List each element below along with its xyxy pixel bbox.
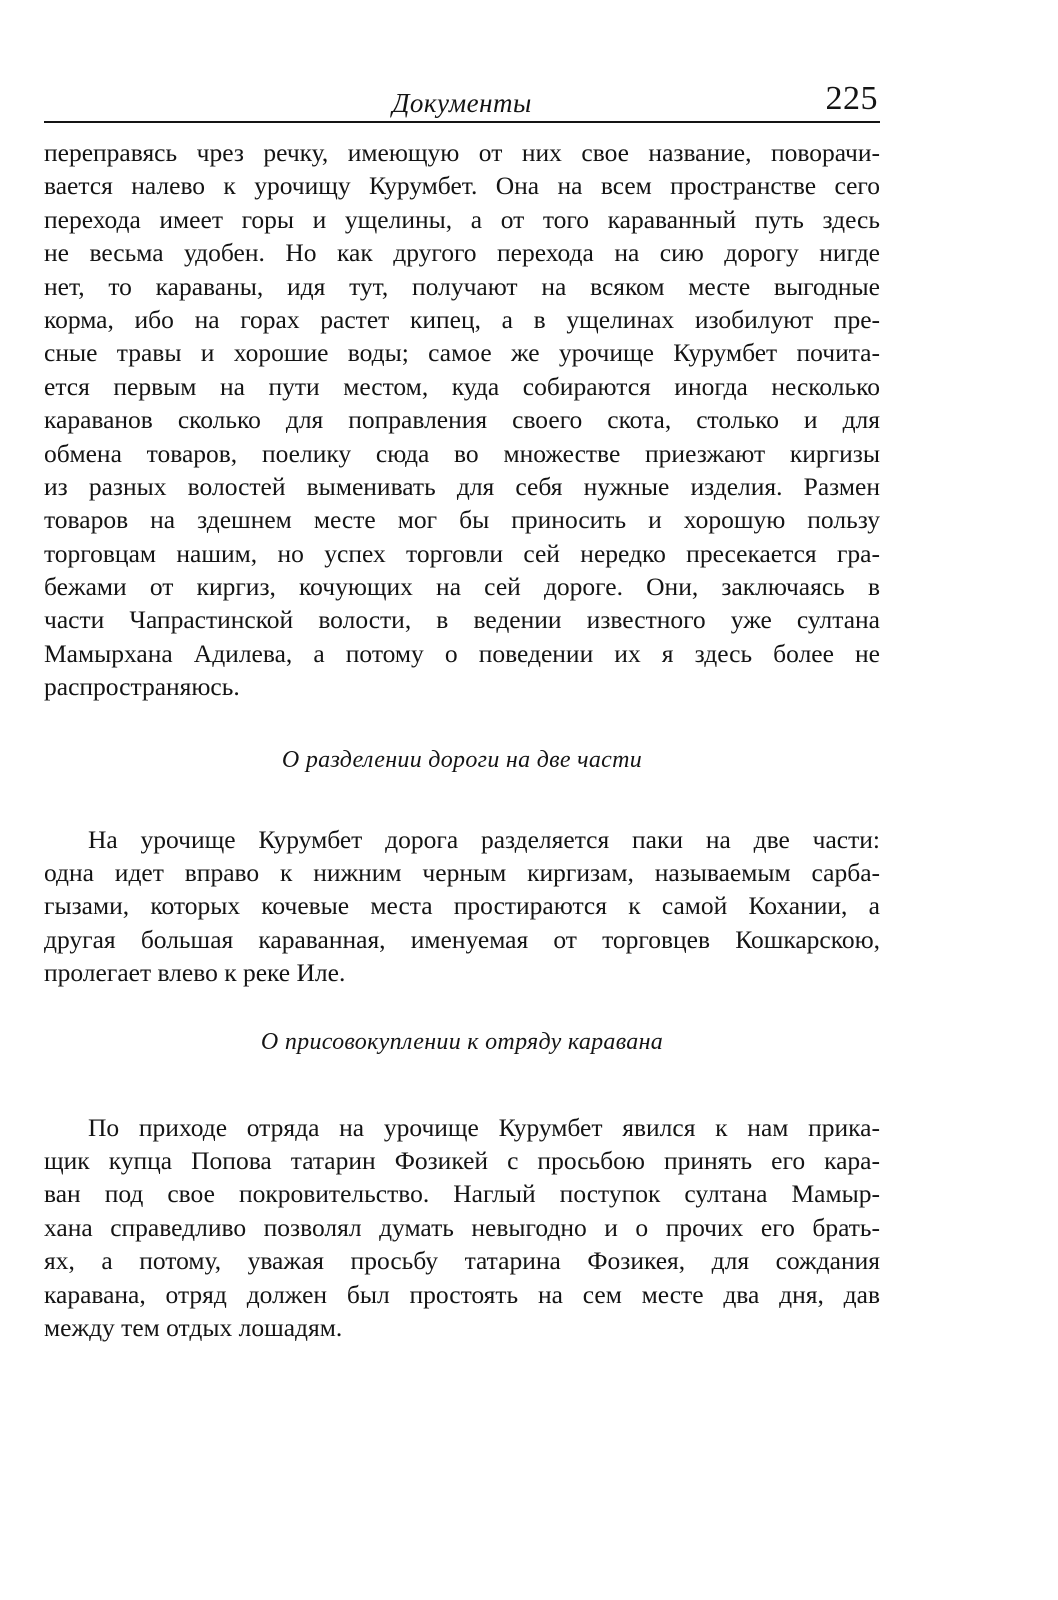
- body-text: [44, 136, 880, 1344]
- text-line: пролегает влево к реке Иле.: [44, 958, 346, 988]
- text-line: ван под свое покровительство. Наглый поступок султана Мамыр-: [44, 1179, 880, 1209]
- text-line: гызами, которых кочевые места простираются к самой Кохании, а: [44, 891, 880, 921]
- text-line: нет, то караваны, идя тут, получают на всяком месте выгодные: [44, 271, 880, 301]
- text-line: торговцам нашим, но успех торговли сей нередко пресекается гра-: [44, 538, 880, 568]
- page-number: 225: [825, 80, 878, 117]
- text-line: караванов сколько для поправления своего скота, столько и для: [44, 405, 880, 435]
- header-rule: [44, 121, 880, 123]
- text-line: вается налево к урочищу Курумбет. Она на всем пространстве сего: [44, 171, 880, 201]
- text-line: Мамырхана Адилева, а потому о поведении их я здесь более не: [44, 638, 880, 668]
- text-line: товаров на здешнем месте мог бы приносить и хорошую пользу: [44, 505, 880, 535]
- text-line: По приходе отряда на урочище Курумбет явился к нам прика-: [88, 1112, 880, 1142]
- running-header: [44, 80, 880, 124]
- text-line: хана справедливо позволял думать невыгодно и о прочих его брать-: [44, 1212, 880, 1242]
- text-line: перехода имеет горы и ущелины, а от того караванный путь здесь: [44, 204, 880, 234]
- running-header-title: Документы: [392, 88, 532, 118]
- text-line: сные травы и хорошие воды; самое же урочище Курумбет почита-: [44, 338, 880, 368]
- text-line: бежами от киргиз, кочующих на сей дороге. Они, заключаясь в: [44, 572, 880, 602]
- text-line: ется первым на пути местом, куда собираются иногда несколько: [44, 371, 880, 401]
- text-line: из разных волостей выменивать для себя нужные изделия. Размен: [44, 471, 880, 501]
- section-heading: О присовокуплении к отряду каравана: [260, 1028, 664, 1055]
- text-line: каравана, отряд должен был простоять на сем месте два дня, дав: [44, 1279, 880, 1309]
- text-line: ях, а потому, уважая просьбу татарина Фозикея, для сождания: [44, 1246, 880, 1276]
- text-line: корма, ибо на горах растет кипец, а в ущелинах изобилуют пре-: [44, 304, 880, 334]
- paragraph-1: [44, 136, 880, 704]
- text-line: На урочище Курумбет дорога разделяется паки на две части:: [88, 824, 880, 854]
- text-line: не весьма удобен. Но как другого перехода на сию дорогу нигде: [44, 238, 880, 268]
- text-line: части Чапрастинской волости, в ведении известного уже султана: [44, 605, 880, 635]
- text-line: одна идет вправо к нижним черным киргизам, называемым сарба-: [44, 858, 880, 888]
- section-heading: О разделении дороги на две части: [281, 746, 643, 773]
- text-line: переправясь чрез речку, имеющую от них свое название, поворачи-: [44, 138, 880, 167]
- text-line: распространяюсь.: [44, 672, 240, 702]
- text-line: щик купца Попова татарин Фозикей с просьбою принять его кара-: [44, 1145, 880, 1175]
- text-line: другая большая караванная, именуемая от торговцев Кошкарскою,: [44, 924, 880, 954]
- paragraph-2: [44, 823, 880, 990]
- book-page: [44, 0, 880, 1600]
- text-line: обмена товаров, поелику сюда во множестве приезжают киргизы: [44, 438, 880, 468]
- text-line: между тем отдых лошадям.: [44, 1312, 343, 1342]
- paragraph-3: [44, 1111, 880, 1345]
